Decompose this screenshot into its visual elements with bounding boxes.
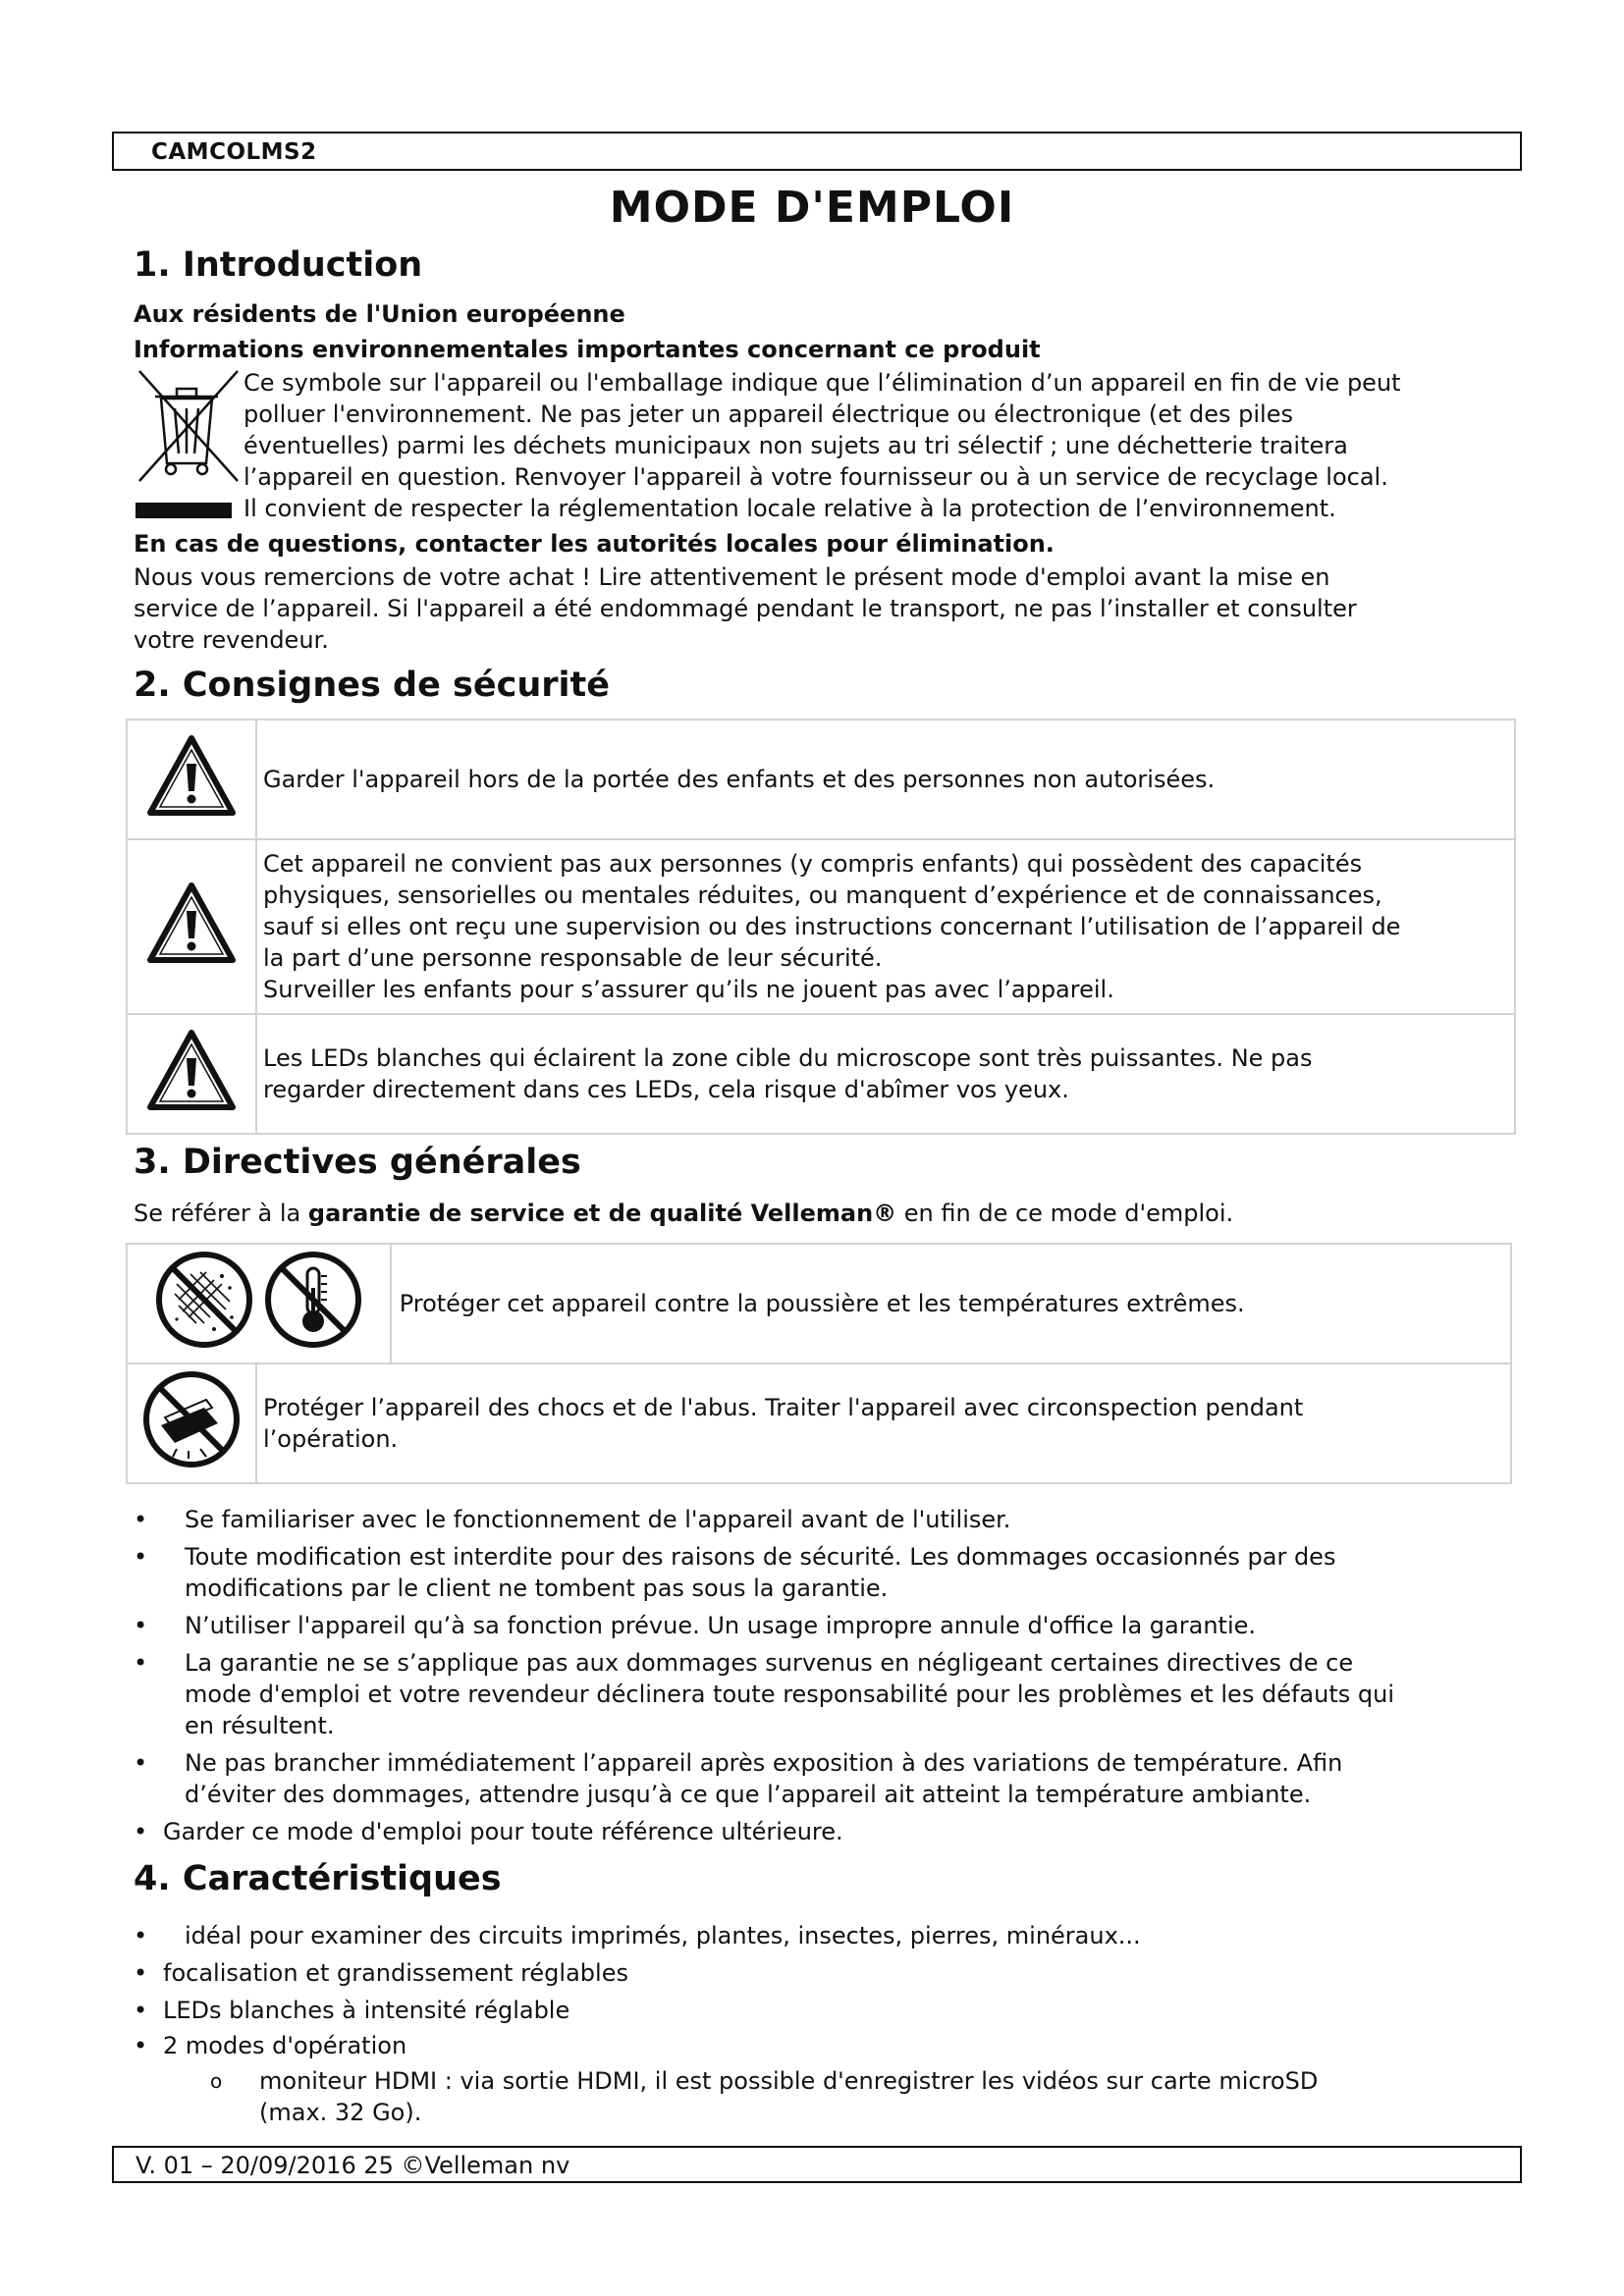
section-4-heading: 4. Caractéristiques	[134, 1859, 502, 1898]
warning-triangle-icon	[146, 734, 237, 817]
safety-3-line-2: regarder directement dans ces LEDs, cela risque d'abîmer vos yeux.	[263, 1076, 1069, 1103]
list-item	[134, 1957, 1508, 1989]
bullet-marker: •	[134, 1818, 148, 1845]
safety-2-line-4: la part d’une personne responsable de leur sécurité.	[263, 944, 883, 972]
list-item	[134, 2030, 1508, 2061]
env-info-heading: Informations environnementales importantes concernant ce produit	[134, 336, 1041, 363]
warning-triangle-icon	[146, 1029, 237, 1111]
eu-residents-line: Aux résidents de l'Union européenne	[134, 300, 625, 328]
bullet-line: LEDs blanches à intensité réglable	[163, 1997, 570, 2024]
list-item	[134, 1747, 1508, 1810]
safety-2-line-2: physiques, sensorielles ou mentales réduites, ou manquent d’expérience et de connaissances,	[263, 881, 1382, 909]
bullet-line: Ne pas brancher immédiatement l’appareil après exposition à des variations de température. Afin	[185, 1749, 1343, 1777]
env-line-1: Ce symbole sur l'appareil ou l'emballage indique que l’élimination d’un appareil en fin de vie peut	[244, 369, 1401, 397]
general-text-cell	[391, 1244, 1511, 1363]
section-3-heading: 3. Directives générales	[134, 1143, 581, 1182]
bullet-line: idéal pour examiner des circuits imprimés, plantes, insectes, pierres, minéraux...	[185, 1922, 1141, 1949]
list-item	[134, 1610, 1508, 1641]
questions-line: En cas de questions, contacter les autorités locales pour élimination.	[134, 530, 1055, 558]
thanks-line-3: votre revendeur.	[134, 626, 329, 654]
bullet-marker: •	[134, 1612, 148, 1639]
list-item	[134, 1816, 1508, 1847]
no-extreme-temperature-icon	[262, 1249, 364, 1351]
list-item	[134, 1647, 1508, 1741]
general-text-cell	[256, 1363, 1511, 1483]
safety-1-line-1: Garder l'appareil hors de la portée des enfants et des personnes non autorisées.	[263, 766, 1216, 793]
features-bullet-list	[134, 1920, 1508, 2061]
bullet-line: Toute modification est interdite pour des raisons de sécurité. Les dommages occasionnés par des	[185, 1543, 1336, 1571]
safety-row	[127, 1014, 1515, 1134]
footer-text: V. 01 – 20/09/2016 25 ©Velleman nv	[135, 2152, 570, 2179]
bullet-marker: •	[134, 1997, 148, 2024]
bullet-marker: •	[134, 2032, 148, 2059]
safety-icon-cell	[127, 839, 256, 1014]
general-icon-cell	[127, 1244, 391, 1363]
bullet-line: focalisation et grandissement réglables	[163, 1959, 628, 1987]
safety-text-cell	[256, 1014, 1515, 1134]
thanks-line-2: service de l’appareil. Si l'appareil a été endommagé pendant le transport, ne pas l’installer et consulter	[134, 595, 1357, 622]
general-row	[127, 1363, 1511, 1483]
sub-bullet-marker: o	[210, 2069, 223, 2093]
safety-icon-cell	[127, 720, 256, 839]
general-intro	[134, 1198, 1233, 1229]
general-intro-after: en fin de ce mode d'emploi.	[896, 1200, 1234, 1227]
env-line-4: l’appareil en question. Renvoyer l'appareil à votre fournisseur ou à un service de recyclage local.	[244, 463, 1388, 491]
header-box	[112, 132, 1522, 171]
list-item	[134, 1541, 1508, 1604]
no-shock-icon	[137, 1368, 245, 1470]
safety-text-cell	[256, 839, 1515, 1014]
safety-3-line-1: Les LEDs blanches qui éclairent la zone cible du microscope sont très puissantes. Ne pas	[263, 1044, 1313, 1072]
list-item	[134, 1504, 1508, 1535]
safety-row	[127, 839, 1515, 1014]
bullet-marker: •	[134, 1749, 148, 1777]
features-sub-list	[210, 2065, 1487, 2128]
general-intro-bold: garantie de service et de qualité Velleman®	[307, 1200, 897, 1227]
list-item	[134, 1995, 1508, 2026]
general-row	[127, 1244, 1511, 1363]
weee-crossed-bin-icon	[132, 367, 242, 524]
bullet-line: Garder ce mode d'emploi pour toute référence ultérieure.	[163, 1818, 843, 1845]
bullet-line: Se familiariser avec le fonctionnement de l'appareil avant de l'utiliser.	[185, 1506, 1011, 1533]
footer-box	[112, 2146, 1522, 2183]
bullet-marker: •	[134, 1922, 148, 1949]
bullet-line: en résultent.	[185, 1712, 335, 1739]
bullet-line: 2 modes d'opération	[163, 2032, 407, 2059]
section-2-heading: 2. Consignes de sécurité	[134, 666, 610, 705]
env-line-2: polluer l'environnement. Ne pas jeter un appareil électrique ou électronique (et des piles	[244, 400, 1293, 428]
general-bullet-list	[134, 1504, 1508, 1847]
bullet-marker: •	[134, 1959, 148, 1987]
bullet-line: N’utiliser l'appareil qu’à sa fonction prévue. Un usage impropre annule d'office la garantie.	[185, 1612, 1257, 1639]
bullet-line: modifications par le client ne tombent pas sous la garantie.	[185, 1575, 889, 1602]
env-line-5: Il convient de respecter la réglementation locale relative à la protection de l’environnement.	[244, 495, 1336, 522]
list-item	[134, 1920, 1508, 1951]
bullet-line: d’éviter des dommages, attendre jusqu’à ce que l’appareil ait atteint la température ambiante.	[185, 1781, 1312, 1808]
general-2-line-2: l’opération.	[263, 1425, 399, 1453]
no-dust-icon	[153, 1249, 255, 1351]
general-1-line-1: Protéger cet appareil contre la poussière et les températures extrêmes.	[399, 1290, 1245, 1317]
general-intro-before: Se référer à la	[134, 1200, 308, 1227]
bullet-marker: •	[134, 1543, 148, 1571]
bullet-line: (max. 32 Go).	[259, 2099, 422, 2126]
bullet-line: mode d'emploi et votre revendeur déclinera toute responsabilité pour les problèmes et les défauts qui	[185, 1681, 1394, 1708]
bullet-line: La garantie ne se s’applique pas aux dommages survenus en négligeant certaines directives de ce	[185, 1649, 1354, 1677]
document-title: MODE D'EMPLOI	[609, 183, 1015, 233]
bullet-marker: •	[134, 1506, 148, 1533]
safety-2-line-3: sauf si elles ont reçu une supervision ou des instructions concernant l’utilisation de l’appareil de	[263, 913, 1401, 940]
bullet-marker: •	[134, 1649, 148, 1677]
safety-2-line-5: Surveiller les enfants pour s’assurer qu’ils ne jouent pas avec l’appareil.	[263, 976, 1114, 1003]
list-item	[210, 2065, 1487, 2128]
safety-table	[126, 719, 1516, 1135]
thanks-line-1: Nous vous remercions de votre achat ! Lire attentivement le présent mode d'emploi avant la mise en	[134, 563, 1330, 591]
general-table	[126, 1243, 1512, 1484]
safety-text-cell	[256, 720, 1515, 839]
warning-triangle-icon	[146, 881, 237, 964]
bullet-line: moniteur HDMI : via sortie HDMI, il est possible d'enregistrer les vidéos sur carte microSD	[259, 2067, 1319, 2095]
safety-row	[127, 720, 1515, 839]
general-icon-cell	[127, 1363, 256, 1483]
env-line-3: éventuelles) parmi les déchets municipaux non sujets au tri sélectif ; une déchetterie traitera	[244, 432, 1348, 459]
safety-2-line-1: Cet appareil ne convient pas aux personnes (y compris enfants) qui possèdent des capacités	[263, 850, 1363, 878]
safety-icon-cell	[127, 1014, 256, 1134]
section-1-heading: 1. Introduction	[134, 245, 423, 285]
product-code: CAMCOLMS2	[151, 139, 317, 165]
general-2-line-1: Protéger l’appareil des chocs et de l'abus. Traiter l'appareil avec circonspection pendant	[263, 1394, 1304, 1421]
